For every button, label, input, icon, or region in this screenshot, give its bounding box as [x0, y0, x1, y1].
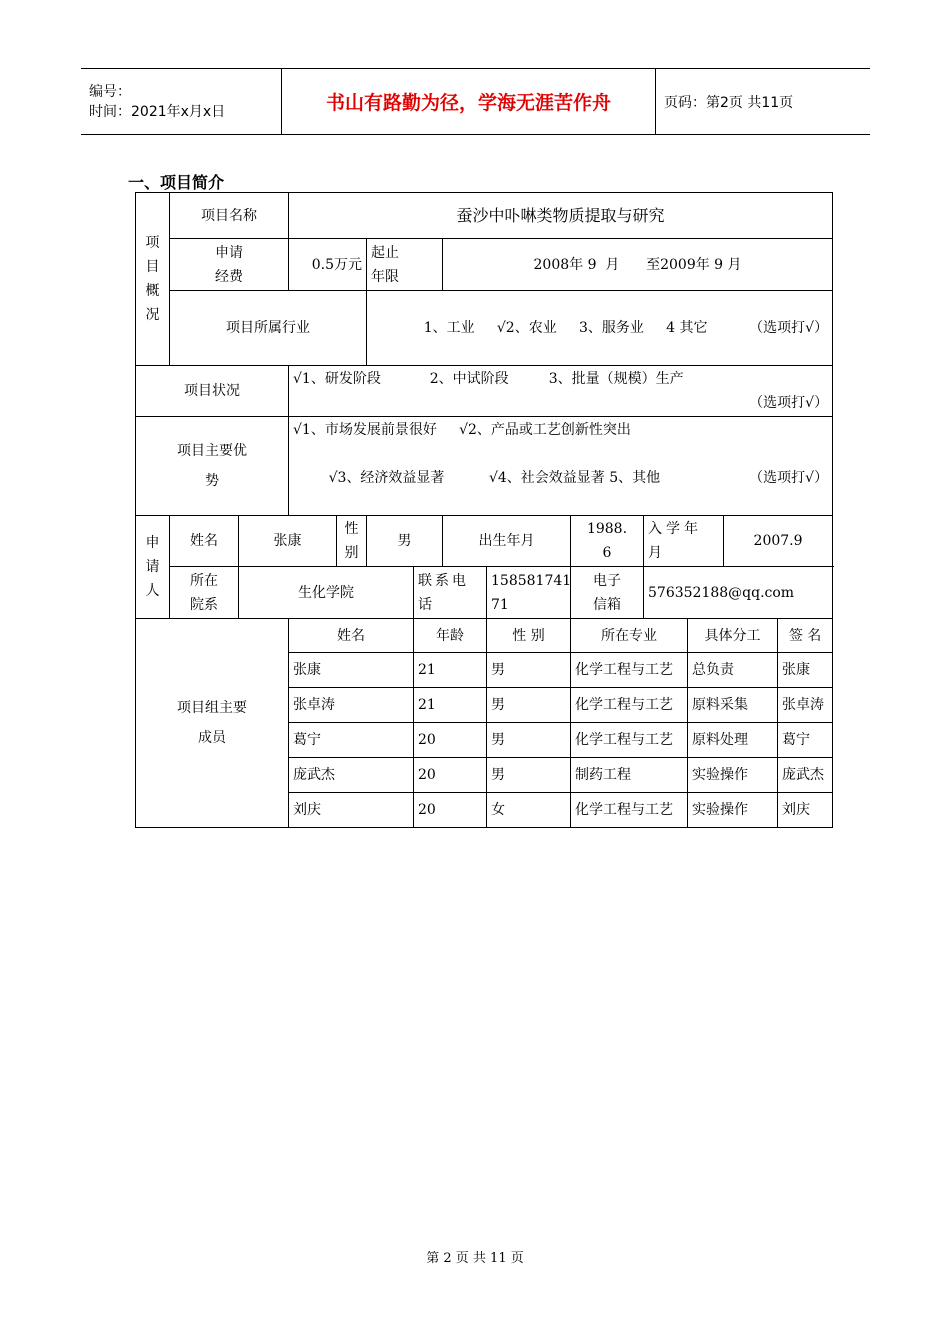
industry-label: 项目所属行业: [170, 291, 367, 366]
header-meta: [81, 69, 282, 135]
applicant-name-label: 姓名: [170, 516, 239, 567]
member-name: 庞武杰: [289, 758, 414, 793]
applicant-dept-value: 生化学院: [239, 567, 414, 619]
time-label: 时间：2021年x月x日: [89, 103, 226, 120]
member-major: 化学工程与工艺: [571, 793, 688, 828]
funding-value: 0.5万元: [289, 239, 367, 291]
member-gender: 男: [487, 688, 571, 723]
member-age: 20: [414, 793, 487, 828]
applicant-email-value: 576352188@qq.com: [644, 567, 833, 619]
applicant-dept-label: 所在院系: [170, 567, 239, 619]
member-name: 刘庆: [289, 793, 414, 828]
industry-note: （选项打√）: [749, 320, 829, 336]
members-header-role: 具体分工: [688, 619, 778, 653]
project-name-label: 项目名称: [170, 193, 289, 239]
applicant-group-label: 申请人: [136, 516, 170, 619]
header-motto: 书山有路勤为径，学海无涯苦作舟: [282, 69, 656, 135]
member-major: 化学工程与工艺: [571, 653, 688, 688]
applicant-phone-label: 联系电话: [414, 567, 487, 619]
members-header-major: 所在专业: [571, 619, 688, 653]
member-gender: 男: [487, 758, 571, 793]
section-title: 一、项目简介: [128, 173, 225, 192]
member-age: 21: [414, 653, 487, 688]
page-footer: 第 2 页 共 11 页: [426, 1251, 524, 1266]
overview-group-label: 项目概况: [136, 193, 170, 366]
member-role: 实验操作: [688, 758, 778, 793]
member-role: 总负责: [688, 653, 778, 688]
applicant-name-value: 张康: [239, 516, 337, 567]
advantage-line-1: √1、市场发展前景很好 √2、产品或工艺创新性突出: [293, 422, 631, 438]
member-signature: 庞武杰: [778, 758, 833, 793]
member-major: 化学工程与工艺: [571, 688, 688, 723]
period-value: 2008年 9 月 至2009年 9 月: [443, 239, 833, 291]
member-age: 21: [414, 688, 487, 723]
status-label: 项目状况: [136, 366, 289, 417]
code-label: 编号：: [89, 83, 131, 100]
members-header-name: 姓名: [289, 619, 414, 653]
applicant-birth-value: 1988.6: [571, 516, 644, 567]
member-age: 20: [414, 723, 487, 758]
status-note: （选项打√）: [749, 395, 829, 411]
member-name: 张康: [289, 653, 414, 688]
advantages-label: 项目主要优势: [136, 417, 289, 516]
funding-label: 申请经费: [170, 239, 289, 291]
project-info-table: [135, 192, 833, 828]
period-label: 起止年限: [367, 239, 443, 291]
member-role: 实验操作: [688, 793, 778, 828]
member-signature: 葛宁: [778, 723, 833, 758]
member-major: 制药工程: [571, 758, 688, 793]
member-age: 20: [414, 758, 487, 793]
header-page-info: 页码：第2页 共11页: [656, 69, 871, 135]
project-name-value: 蚕沙中卟啉类物质提取与研究: [289, 193, 833, 239]
industry-options: 1、工业 √2、农业 3、服务业 4 其它 （选项打√）: [367, 291, 833, 366]
applicant-birth-label: 出生年月: [443, 516, 571, 567]
member-role: 原料采集: [688, 688, 778, 723]
status-options: √1、研发阶段 2、中试阶段 3、批量（规模）生产 （选项打√）: [289, 366, 833, 417]
member-signature: 张康: [778, 653, 833, 688]
advantage-line-2: √3、经济效益显著 √4、社会效益显著 5、其他 （选项打√）: [293, 442, 828, 514]
member-gender: 女: [487, 793, 571, 828]
members-group-label: 项目组主要成员: [136, 619, 289, 828]
member-signature: 张卓涛: [778, 688, 833, 723]
applicant-gender-value: 男: [367, 516, 443, 567]
members-header-age: 年龄: [414, 619, 487, 653]
member-major: 化学工程与工艺: [571, 723, 688, 758]
advantages-options: [289, 417, 833, 516]
page-header: [81, 68, 870, 135]
applicant-email-label: 电子信箱: [571, 567, 644, 619]
applicant-gender-label: 性别: [337, 516, 367, 567]
member-gender: 男: [487, 723, 571, 758]
members-header-gender: 性 别: [487, 619, 571, 653]
advantages-note: （选项打√）: [749, 470, 829, 486]
member-signature: 刘庆: [778, 793, 833, 828]
member-role: 原料处理: [688, 723, 778, 758]
members-header-signature: 签 名: [778, 619, 833, 653]
applicant-enroll-label: 入学年月: [644, 516, 724, 567]
member-gender: 男: [487, 653, 571, 688]
applicant-phone-value: 15858174171: [487, 567, 571, 619]
applicant-enroll-value: 2007.9: [724, 516, 833, 567]
member-name: 葛宁: [289, 723, 414, 758]
member-name: 张卓涛: [289, 688, 414, 723]
